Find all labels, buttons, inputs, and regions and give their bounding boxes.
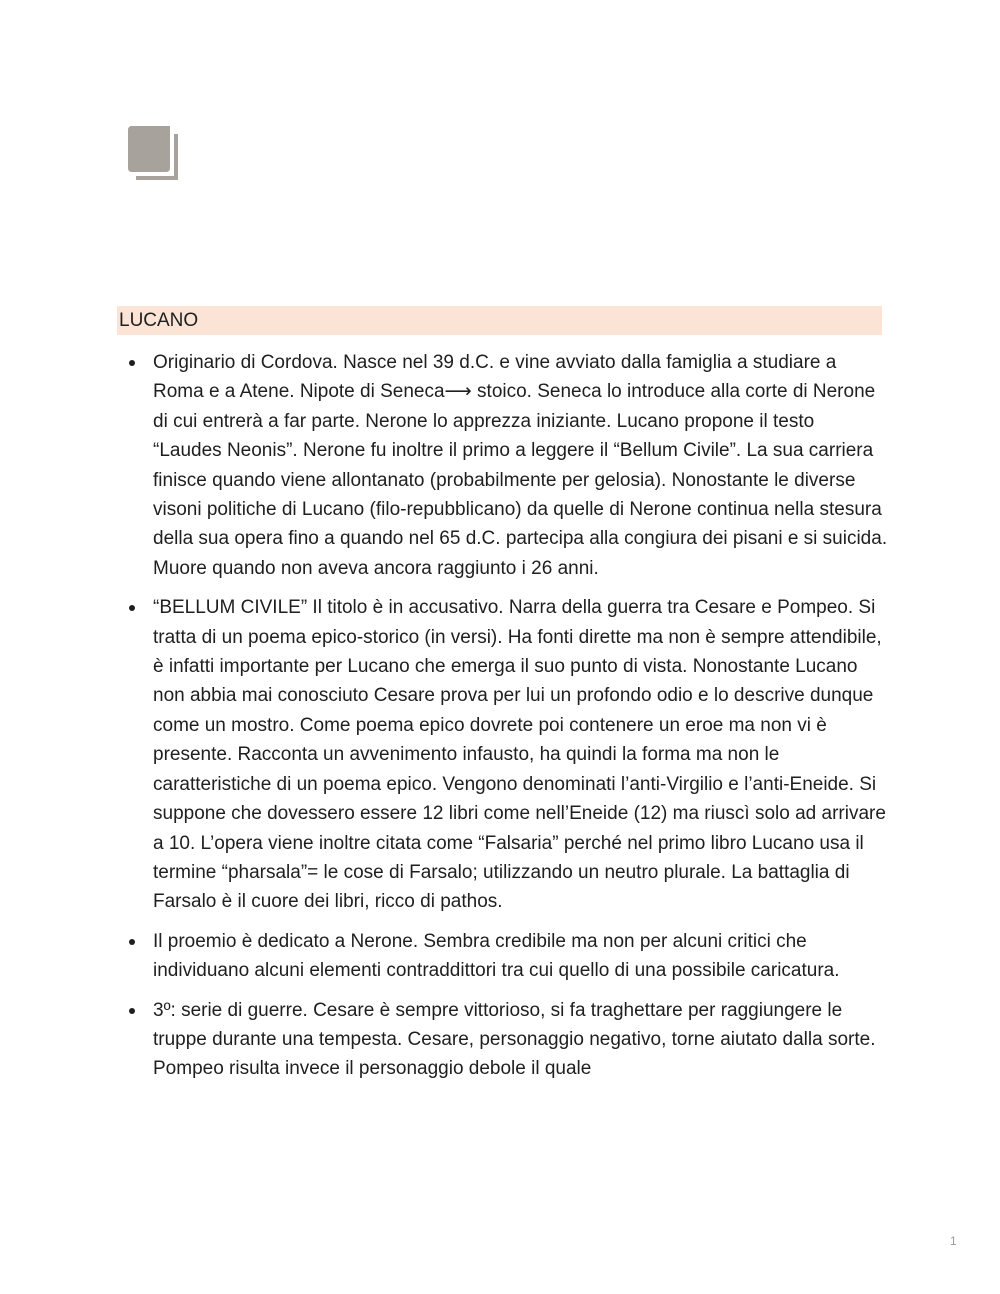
bullet-icon <box>129 360 135 366</box>
list-item-text: Originario di Cordova. Nasce nel 39 d.C. e vine avviato dalla famiglia a studiare a Roma e a Atene. Nipote di Seneca⟶ stoico. Seneca lo introduce alla corte di Nerone di cui entrerà a far parte. Nerone lo apprezza iniziante. Lucano propone il testo “Laudes Neonis”. Nerone fu inoltre il primo a leggere il “Bellum Civile”. La sua carriera finisce quando viene allontanato (probabilmente per gelosia). Nonostante le diverse visoni politiche di Lucano (filo-repubblicano) da quelle di Nerone continua nella stesura della sua opera fino a quando nel 65 d.C. partecipa alla congiura dei pisani e si suicida. Muore quando non aveva ancora raggiunto i 26 anni. <box>153 352 888 579</box>
list-item-text: Il proemio è dedicato a Nerone. Sembra credibile ma non per alcuni critici che individuano alcuni elementi contraddittori tra cui quello di una possibile caricatura. <box>153 930 840 982</box>
section-heading <box>117 306 882 335</box>
document-page-icon <box>128 126 178 180</box>
page-number: 1 <box>950 1234 957 1248</box>
bullet-list <box>153 348 888 1094</box>
list-item <box>153 996 888 1084</box>
bullet-icon <box>129 939 135 945</box>
list-item <box>153 927 888 986</box>
list-item-text: “BELLUM CIVILE” Il titolo è in accusativo. Narra della guerra tra Cesare e Pompeo. Si tratta di un poema epico-storico (in versi). Ha fonti dirette ma non è sempre attendibile, è infatti importante per Lucano che emerga il suo punto di vista. Nonostante Lucano non abbia mai conosciuto Cesare prova per lui un profondo odio e lo descrive dunque come un mostro. Come poema epico dovrete poi contenere un eroe ma non vi è presente. Racconta un avvenimento infausto, ha quindi la forma ma non le caratteristiche di un poema epico. Vengono denominati l’anti-Virgilio e l’anti-Eneide. Si suppone che dovessero essere 12 libri come nell’Eneide (12) ma riuscì solo ad arrivare a 10. L’opera viene inoltre citata come “Falsaria” perché nel primo libro Lucano usa il termine “pharsala”= le cose di Farsalo; utilizzando un neutro plurale. La battaglia di Farsalo è il cuore dei libri, ricco di pathos. <box>153 597 886 913</box>
bullet-icon <box>129 1008 135 1014</box>
list-item-text: 3º: serie di guerre. Cesare è sempre vittorioso, si fa traghettare per raggiungere le truppe durante una tempesta. Cesare, personaggio negativo, torne aiutato dalla sorte. Pompeo risulta invece il personaggio debole il quale <box>153 999 876 1080</box>
bullet-icon <box>129 605 135 611</box>
section-heading-text: LUCANO <box>119 310 199 331</box>
list-item <box>153 348 888 583</box>
list-item <box>153 593 888 916</box>
